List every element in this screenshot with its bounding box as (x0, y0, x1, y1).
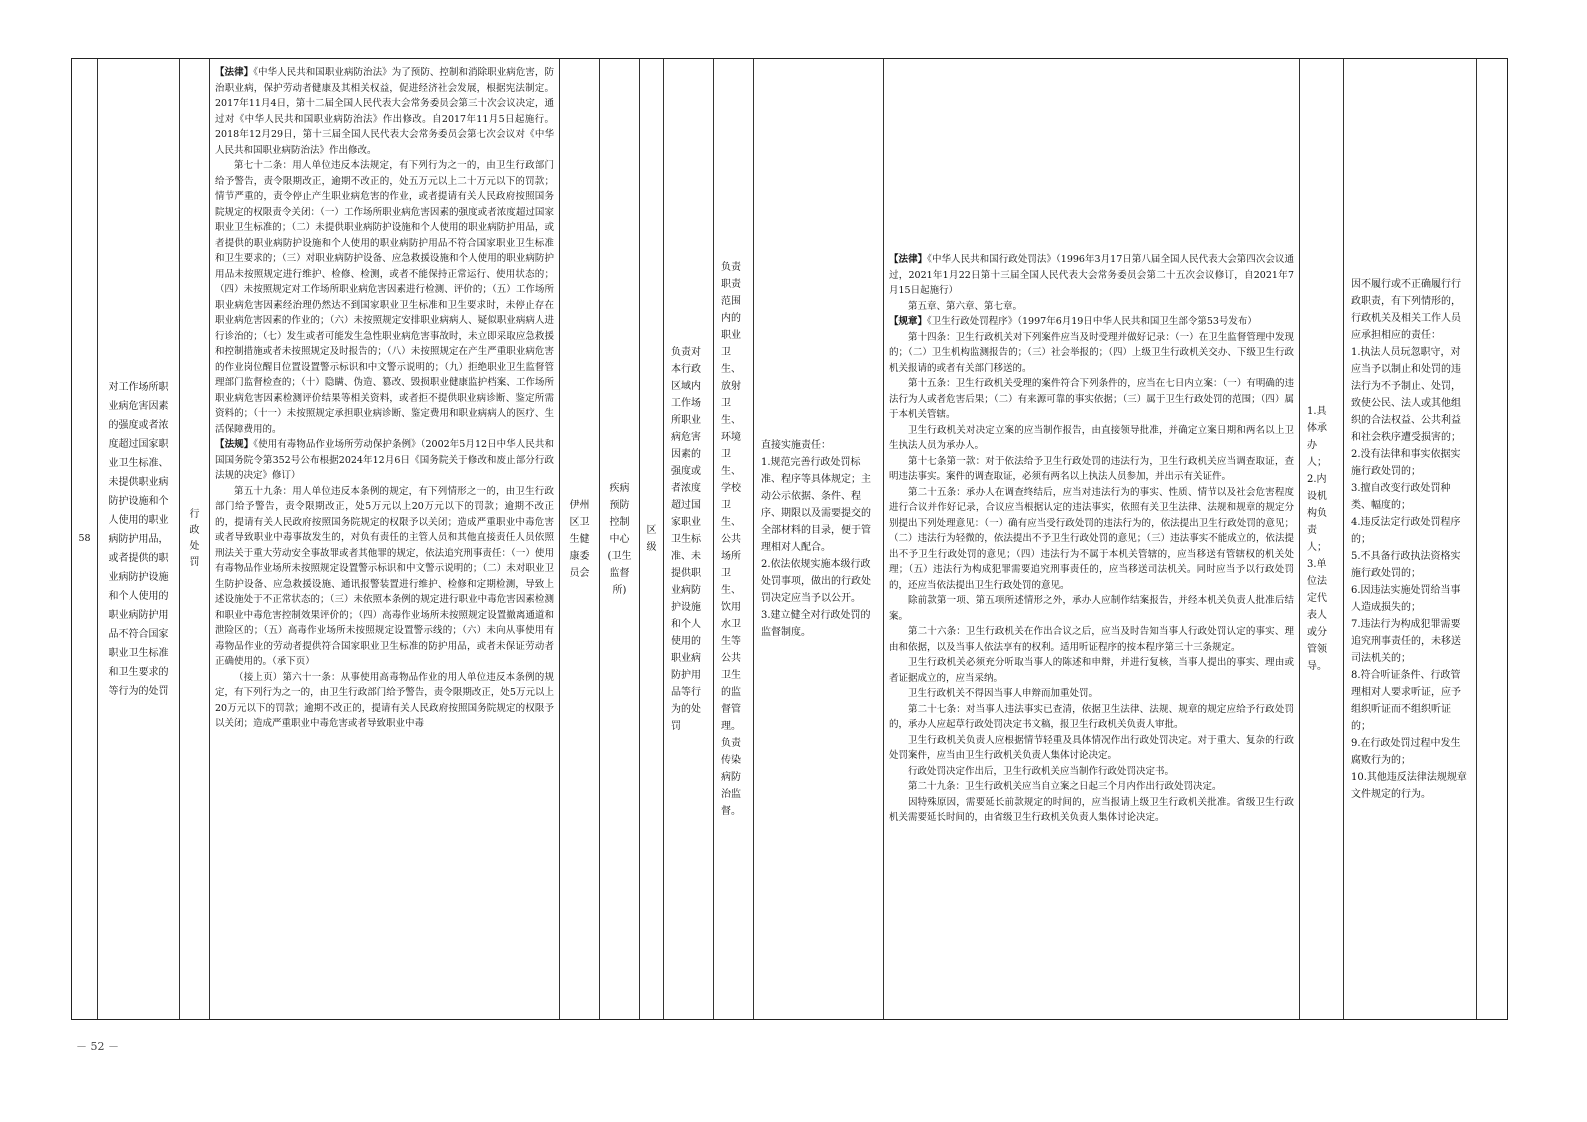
category-cell (180, 59, 210, 1019)
paragraph (889, 702, 1294, 733)
basis-text: （接上页）第六十一条：从事使用高毒物品作业的用人单位违反本条例的规定，有下列行为之一的，由卫生行政部门给予警告，责令限期改正，处5万元以上20万元以下的罚款；逾期不改正的，提请有关人民政府按照国务院规定的权限予以关闭；造成严重职业中毒危害或者导致职业中毒 (215, 671, 554, 729)
undertaking-unit-cell (600, 59, 640, 1019)
basis-text: 《中华人民共和国行政处罚法》（1996年3月17日第八届全国人民代表大会第四次会议通过，2021年1月22日第十三届全国人民代表大会常务委员会第二十五次会议修订，自2021年7月15日起施行） (889, 254, 1294, 297)
undertaking-unit: 疾病预防控制中心(卫生监督所) (607, 482, 632, 596)
level-cell (640, 59, 664, 1019)
legal-basis-list (215, 65, 554, 732)
basis-text: 第五十九条：用人单位违反本条例的规定，有下列情形之一的，由卫生行政部门给予警告，责令限期改正，处5万元以上20万元以下的罚款；逾期不改正的，提请有关人民政府按照国务院规定的权限予以关闭；造成严重职业中毒危害或者导致职业中毒事故发生的，对负有责任的主管人员和其他直接责任人员依照刑法关于重大劳动安全事故罪或者其他罪的规定，依法追究刑事责任：（一）使用有毒物品作业场所未按照规定设置警示标识和中文警示说明的；（二）未对职业卫生防护设备、应急救援设施、通讯报警装置进行维护、检修和定期检测，导致上述设施处于不正常状态的；（三）未依照本条例的规定进行职业中毒危害因素检测和职业中毒危害控制效果评价的；（四）高毒作业场所未按照规定设置撤离通道和泄险区的；（五）高毒作业场所未按照规定设置警示线的；（六）未向从事使用有毒物品作业的劳动者提供符合国家职业卫生标准的防护用品，或者未保证劳动者正确使用的。（承下页） (215, 485, 554, 667)
item-name: 对工作场所职业病危害因素的强度或者浓度超过国家职业卫生标准、未提供职业病防护设施和个人使用的职业病防护用品，或者提供的职业病防护设施和个人使用的职业病防护用品不符合国家职业卫生标准和卫生要求的等行为的处罚 (108, 381, 169, 697)
paragraph (889, 764, 1294, 780)
responsible-subject-item: 2.内设机构负责人； (1307, 474, 1327, 553)
basis-tag: 【法规】 (215, 439, 254, 450)
paragraph (889, 299, 1294, 315)
basis-tag: 【规章】 (889, 316, 928, 328)
duty-scope: 负责职责范围内的职业卫生、放射卫生、环境卫生、学校卫生、公共场所卫生、饮用水卫生等公共卫生的监督管理。负责传染病防治监督。 (721, 261, 741, 817)
responsibility-item: 3.建立健全对行政处罚的监督制度。 (761, 610, 871, 638)
remarks-cell (1477, 59, 1509, 1019)
paragraph (889, 376, 1294, 423)
basis-text: 《卫生行政处罚程序》（1997年6月19日中华人民共和国卫生部令第53号发布） (927, 316, 1257, 328)
accountability-item: 5.不具备行政执法资格实施行政处罚的； (1351, 550, 1461, 579)
basis-tag: 【法律】 (215, 67, 254, 78)
basis-text: 第十四条：卫生行政机关对下列案件应当及时受理并做好记录：（一）在卫生监督管理中发现的；（二）卫生机构监测报告的；（三）社会举报的；（四）上级卫生行政机关交办、下级卫生行政机关报请的或者有关部门移送的。 (889, 331, 1294, 374)
responsibility-cell (754, 59, 884, 1019)
paragraph (215, 65, 554, 158)
paragraph (215, 158, 554, 437)
paragraph (889, 686, 1294, 702)
paragraph (889, 314, 1294, 330)
scope: 负责对本行政区域内工作场所职业病危害因素的强度或者浓度超过国家职业卫生标准、未提供职业病防护设施和个人使用的职业病防护用品等行为的处罚 (671, 346, 701, 732)
basis-text: 卫生行政机关必须充分听取当事人的陈述和申辩，并进行复核，当事人提出的事实、理由或者证据成立的，应当采纳。 (889, 657, 1294, 684)
duty-scope-cell (714, 59, 754, 1019)
basis-text: 第五章、第六章、第七章。 (908, 300, 1023, 312)
accountability-item: 1.执法人员玩忽职守，对应当予以制止和处罚的违法行为不予制止、处罚，致使公民、法人或其他组织的合法权益、公共利益和社会秩序遭受损害的； (1351, 346, 1461, 443)
procedure-basis-cell (884, 59, 1300, 1019)
accountability-item: 10.其他违反法律法规规章文件规定的行为。 (1351, 771, 1467, 800)
legal-basis-cell (210, 59, 560, 1019)
paragraph (889, 252, 1294, 299)
paragraph (215, 484, 554, 670)
accountability-item: 2.没有法律和事实依据实施行政处罚的； (1351, 448, 1461, 477)
implementing-agency: 伊州区卫生健康委员会 (569, 499, 590, 579)
basis-text: 卫生行政机关不得因当事人申辩而加重处罚。 (908, 688, 1099, 700)
basis-text: 第二十五条：承办人在调查终结后，应当对违法行为的事实、性质、情节以及社会危害程度进行合议并作好记录，合议应当根据认定的违法事实，依照有关卫生法律、法规和规章的规定分别提出下列处理意见：（一）确有应当受行政处罚的违法行为的，依法提出卫生行政处罚的意见；（二）违法行为轻微的，依法提出不予卫生行政处罚的意见；（三）违法事实不能成立的，依法提出不予卫生行政处罚的意见；（四）违法行为不属于本机关管辖的，应当移送有管辖权的机关处理；（五）违法行为构成犯罪需要追究刑事责任的，应当移送司法机关。同时应当予以行政处罚的，还应当依法提出卫生行政处罚的意见。 (889, 486, 1294, 591)
row-number: 58 (78, 533, 91, 545)
accountability-list (1348, 276, 1472, 803)
basis-text: 第十五条：卫生行政机关受理的案件符合下列条件的，应当在七日内立案：（一）有明确的违法行为人或者危害后果；（二）有来源可靠的事实依据；（三）属于卫生行政处罚的范围；（四）属于本机关管辖。 (889, 378, 1294, 421)
basis-tag: 【法律】 (889, 254, 928, 266)
responsible-subjects (1304, 403, 1339, 675)
accountability-cell (1344, 59, 1477, 1019)
accountability-item: 8.符合听证条件、行政管理相对人要求听证，应予组织听证而不组织听证的； (1351, 669, 1461, 732)
row-number-cell (72, 59, 98, 1019)
responsibility-item: 1.规范完善行政处罚标准、程序等具体规定；主动公示依据、条件、程序、期限以及需要提交的全部材料的目录，便于管理相对人配合。 (761, 457, 871, 553)
basis-text: 第十七条第一款：对于依法给予卫生行政处罚的违法行为，卫生行政机关应当调查取证，查明违法事实。案件的调查取证，必须有两名以上执法人员参加，并出示有关证件。 (889, 455, 1294, 483)
item-name-cell (98, 59, 180, 1019)
responsibility-list (758, 437, 879, 641)
paragraph (889, 795, 1294, 826)
paragraph (889, 733, 1294, 764)
basis-text: 第二十六条：卫生行政机关在作出合议之后，应当及时告知当事人行政处罚认定的事实、理由和依据，以及当事人依法享有的权利。适用听证程序的按本程序第三十三条规定。 (889, 626, 1294, 653)
responsible-subjects-cell (1300, 59, 1344, 1019)
responsibility-title: 直接实施责任： (761, 440, 831, 451)
accountability-title: 因不履行或不正确履行行政职责，有下列情形的，行政机关及相关工作人员应承担相应的责任： (1351, 278, 1461, 341)
basis-text: 第二十七条：对当事人违法事实已查清，依据卫生法律、法规、规章的规定应给予行政处罚的，承办人应起草行政处罚决定书文稿，报卫生行政机关负责人审批。 (889, 703, 1294, 731)
responsible-subject-item: 3.单位法定代表人或分管领导。 (1307, 559, 1327, 672)
basis-text: 《使用有毒物品作业场所劳动保护条例》（2002年5月12日中华人民共和国国务院令第352号公布根据2024年12月6日《国务院关于修改和废止部分行政法规的决定》修订） (215, 439, 554, 481)
paragraph (215, 437, 554, 484)
paragraph (889, 454, 1294, 485)
paragraph (889, 624, 1294, 655)
accountability-items (1351, 344, 1469, 803)
basis-text: 除前款第一项、第五项所述情形之外，承办人应制作结案报告，并经本机关负责人批准后结案。 (889, 595, 1294, 622)
accountability-item: 7.违法行为构成犯罪需要追究刑事责任的，未移送司法机关的； (1351, 618, 1461, 664)
paragraph (889, 423, 1294, 454)
basis-text: 第七十二条：用人单位违反本法规定，有下列行为之一的，由卫生行政部门给予警告，责令限期改正，逾期不改正的，处五万元以上二十万元以下的罚款；情节严重的，责令停止产生职业病危害的作业，或者提请有关人民政府按照国务院规定的权限责令关闭：（一）工作场所职业病危害因素的强度或者浓度超过国家职业卫生标准的；（二）未提供职业病防护设施和个人使用的职业病防护用品，或者提供的职业病防护设施和个人使用的职业病防护用品不符合国家职业卫生标准和卫生要求的；（三）对职业病防护设备、应急救援设施和个人使用的职业病防护用品未按照规定进行维护、检修、检测，或者不能保持正常运行、使用状态的；（四）未按照规定对工作场所职业病危害因素进行检测、评价的；（五）工作场所职业病危害因素经治理仍然达不到国家职业卫生标准和卫生要求时，未停止存在职业病危害因素的作业的；（六）未按照规定安排职业病病人、疑似职业病病人进行诊治的；（七）发生或者可能发生急性职业病危害事故时，未立即采取应急救援和控制措施或者未按照规定及时报告的；（八）未按照规定在产生严重职业病危害的作业岗位醒目位置设置警示标识和中文警示说明的；（九）拒绝职业卫生监督管理部门监督检查的；（十）隐瞒、伪造、篡改、毁损职业健康监护档案、工作场所职业病危害因素检测评价结果等相关资料，或者拒不提供职业病诊断、鉴定所需资料的；（十一）未按照规定承担职业病诊断、鉴定费用和职业病病人的医疗、生活保障费用的。 (215, 160, 554, 435)
basis-text: 第二十九条：卫生行政机关应当自立案之日起三个月内作出行政处罚决定。 (908, 781, 1222, 793)
procedure-basis-list (889, 252, 1294, 826)
power-list-table (71, 58, 1508, 1020)
paragraph (889, 779, 1294, 795)
scope-cell (664, 59, 714, 1019)
basis-text: 卫生行政机关对决定立案的应当制作报告，由直接领导批准，并确定立案日期和两名以上卫生执法人员为承办人。 (889, 424, 1294, 452)
accountability-item: 4.违反法定行政处罚程序的； (1351, 516, 1461, 545)
paragraph (889, 485, 1294, 594)
page-number: － 52 － (76, 1040, 119, 1053)
basis-text: 《中华人民共和国职业病防治法》为了预防、控制和消除职业病危害，防治职业病，保护劳动者健康及其相关权益，促进经济社会发展，根据宪法制定。2017年11月4日，第十二届全国人民代表大会常务委员会第三十次会议决定，通过对《中华人民共和国职业病防治法》作出修改。自2017年11月5日起施行。2018年12月29日，第十三届全国人民代表大会常务委员会第七次会议对《中华人民共和国职业病防治法》作出修改。 (215, 67, 554, 156)
paragraph (889, 655, 1294, 686)
responsible-subject-item: 1.具体承办人； (1307, 406, 1327, 468)
accountability-item: 9.在行政处罚过程中发生腐败行为的； (1351, 737, 1461, 766)
accountability-item: 6.因违法实施处罚给当事人造成损失的； (1351, 584, 1461, 613)
basis-text: 卫生行政机关负责人应根据情节轻重及具体情况作出行政处罚决定。对于重大、复杂的行政处罚案件，应当由卫生行政机关负责人集体讨论决定。 (889, 734, 1294, 762)
responsibility-item: 2.依法依规实施本级行政处罚事项，做出的行政处罚决定应当予以公开。 (761, 559, 871, 604)
paragraph (215, 670, 554, 732)
level: 区级 (646, 525, 657, 553)
responsibility-items (761, 454, 876, 641)
basis-text: 因特殊原因，需要延长前款规定的时间的，应当报请上级卫生行政机关批准。省级卫生行政机关需要延长时间的，由省级卫生行政机关负责人集体讨论决定。 (889, 796, 1294, 824)
paragraph (889, 593, 1294, 624)
implementing-agency-cell (560, 59, 600, 1019)
category: 行政处罚 (189, 509, 200, 568)
accountability-item: 3.擅自改变行政处罚种类、幅度的； (1351, 482, 1451, 511)
paragraph (889, 330, 1294, 377)
basis-text: 行政处罚决定作出后，卫生行政机关应当制作行政处罚决定书。 (908, 765, 1175, 777)
